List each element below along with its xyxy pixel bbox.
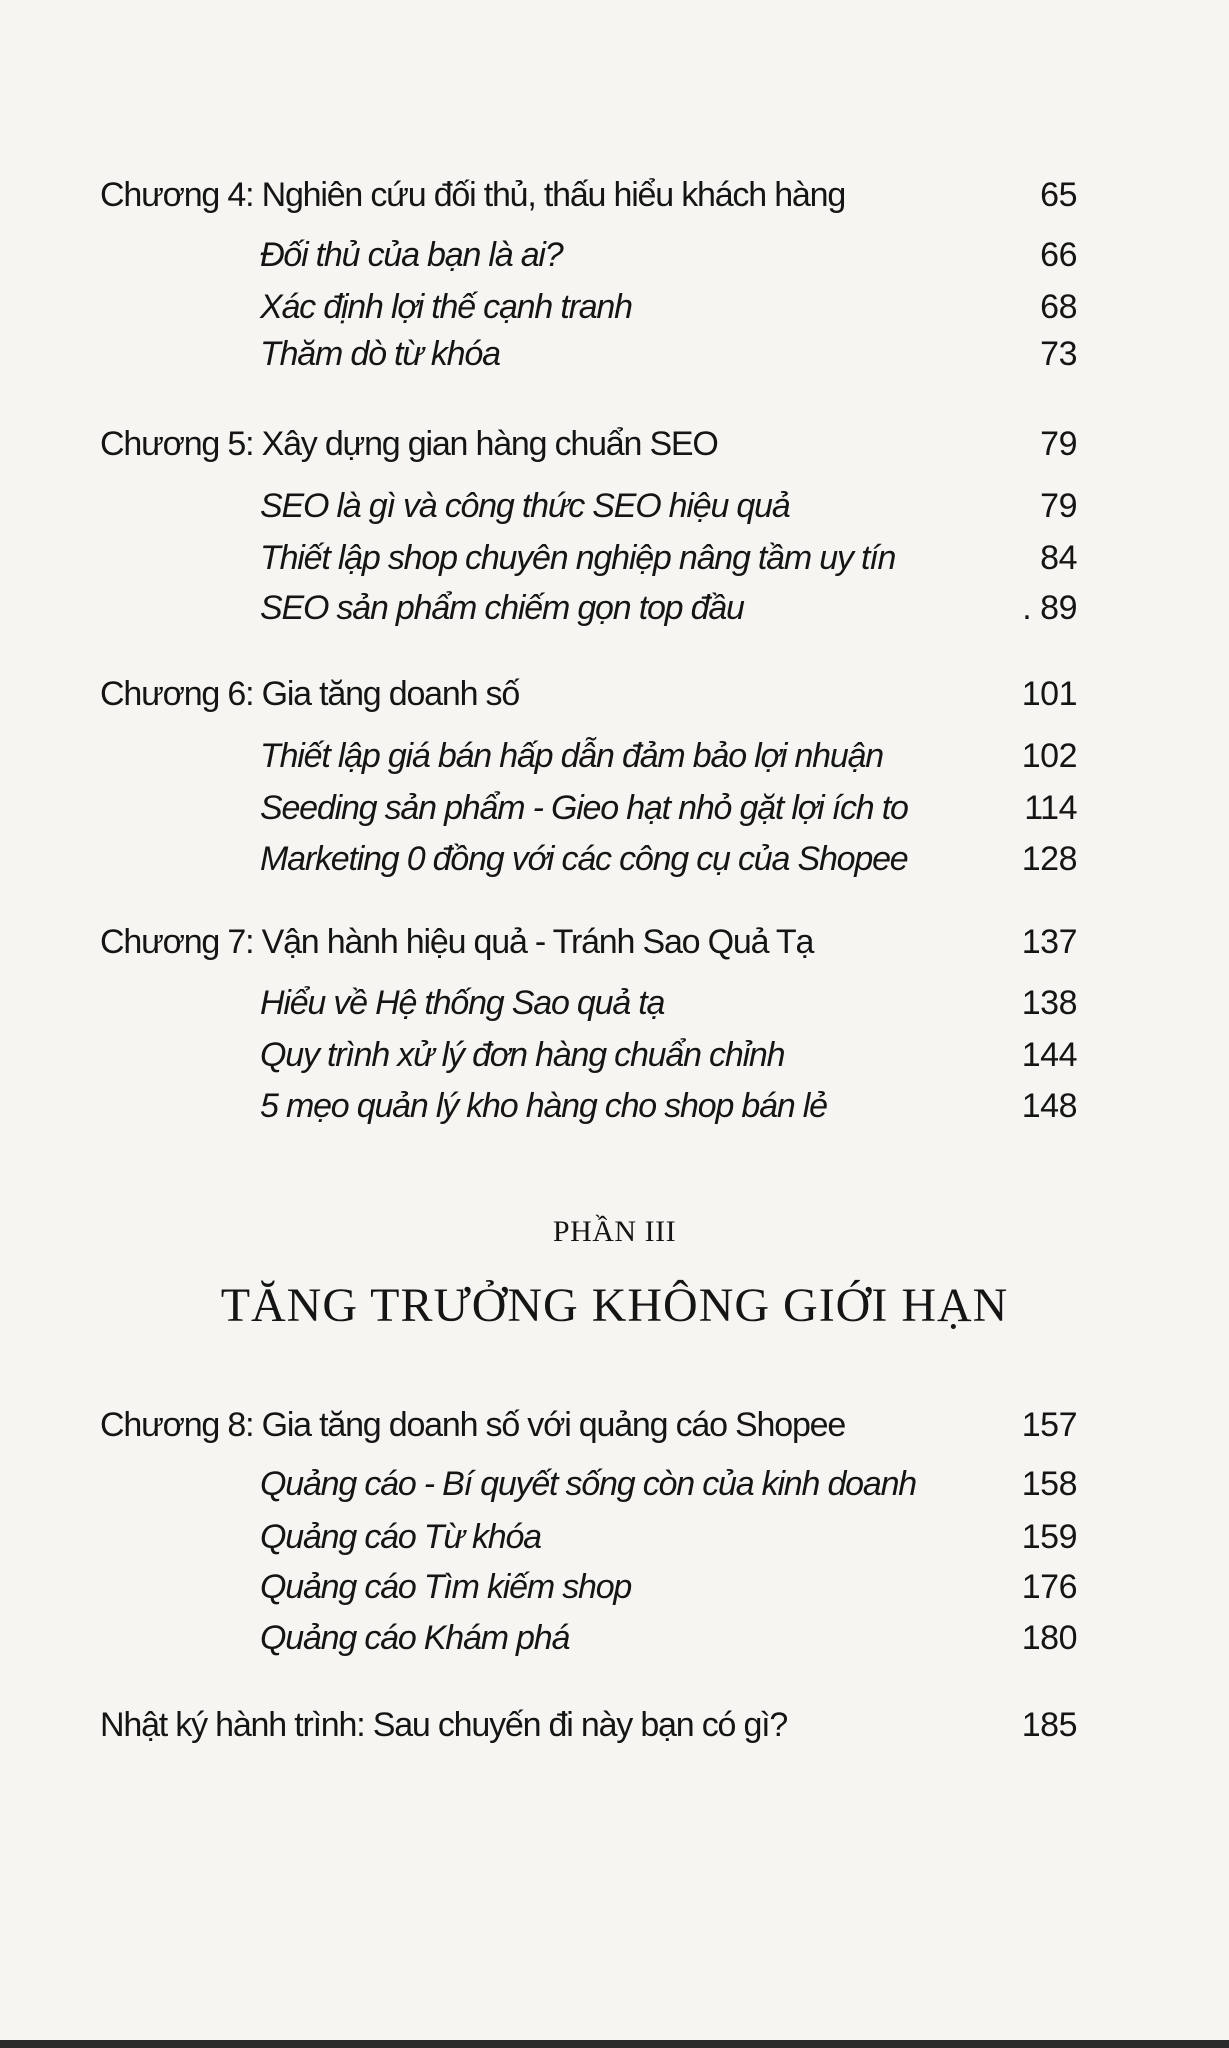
chapter-entry [0,419,1229,469]
part-label: PHẦN III [552,1215,677,1248]
section-entry [0,583,1229,633]
page-number: 180 [1021,1619,1077,1657]
page-edge [0,2040,1229,2048]
page-number: 66 [1040,236,1077,274]
epilogue-entry [0,1700,1229,1750]
chapter-entry [0,1400,1229,1450]
section-entry [0,481,1229,531]
section-title: Hiểu về Hệ thống Sao quả tạ [260,984,665,1022]
section-entry [0,329,1229,379]
section-entry [0,282,1229,332]
part-title: TĂNG TRƯỞNG KHÔNG GIỚI HẠN [220,1279,1009,1332]
section-title: Seeding sản phẩm - Gieo hạt nhỏ gặt lợi ích to [260,789,908,827]
page-number: 102 [1021,737,1077,775]
section-entry [0,1613,1229,1663]
section-title: Thiết lập giá bán hấp dẫn đảm bảo lợi nhuận [260,737,884,775]
page-number: 114 [1024,789,1077,827]
page-number: 79 [1040,487,1077,525]
page-number: 148 [1021,1087,1077,1125]
chapter-title: Chương 6: Gia tăng doanh số [100,675,520,713]
section-entry [0,1459,1229,1509]
section-entry [0,1512,1229,1562]
section-title: Quy trình xử lý đơn hàng chuẩn chỉnh [260,1036,785,1074]
page-number: 138 [1021,984,1077,1022]
chapter-title: Chương 5: Xây dựng gian hàng chuẩn SEO [100,425,718,463]
page-number: . 89 [1022,589,1077,627]
page-number: 158 [1021,1465,1077,1503]
section-entry [0,230,1229,280]
section-title: 5 mẹo quản lý kho hàng cho shop bán lẻ [260,1087,827,1125]
section-entry [0,731,1229,781]
section-entry [0,978,1229,1028]
chapter-entry [0,170,1229,220]
section-title: Thiết lập shop chuyên nghiệp nâng tầm uy tín [260,539,896,577]
page-number: 101 [1021,675,1077,713]
section-entry [0,533,1229,583]
section-entry [0,1081,1229,1131]
page-number: 176 [1021,1568,1077,1606]
page-number: 65 [1040,176,1077,214]
section-entry [0,1030,1229,1080]
section-title: Marketing 0 đồng với các công cụ của Shopee [260,840,908,878]
page-number: 128 [1021,840,1077,878]
section-title: Thăm dò từ khóa [260,335,500,373]
page-number: 157 [1021,1406,1077,1444]
section-title: Quảng cáo Tìm kiếm shop [260,1568,632,1606]
section-entry [0,1562,1229,1612]
chapter-entry [0,669,1229,719]
section-entry [0,783,1229,833]
page-number: 68 [1040,288,1077,326]
page-number: 185 [1021,1706,1077,1744]
page-number: 144 [1021,1036,1077,1074]
section-title: Xác định lợi thế cạnh tranh [260,288,632,326]
section-title: SEO là gì và công thức SEO hiệu quả [260,487,790,525]
section-title: Đối thủ của bạn là ai? [260,236,563,274]
section-entry [0,834,1229,884]
section-title: Quảng cáo - Bí quyết sống còn của kinh doanh [260,1465,917,1503]
section-title: Quảng cáo Từ khóa [260,1518,541,1556]
page-number: 159 [1021,1518,1077,1556]
chapter-entry [0,917,1229,967]
chapter-title: Chương 7: Vận hành hiệu quả - Tránh Sao Quả Tạ [100,923,814,961]
section-title: Quảng cáo Khám phá [260,1619,570,1657]
page-number: 79 [1040,425,1077,463]
chapter-title: Chương 4: Nghiên cứu đối thủ, thấu hiểu khách hàng [100,176,846,214]
section-title: SEO sản phẩm chiếm gọn top đầu [260,589,744,627]
epilogue-title: Nhật ký hành trình: Sau chuyến đi này bạn có gì? [100,1706,788,1744]
page-number: 73 [1040,335,1077,373]
page-number: 137 [1021,923,1077,961]
page-number: 84 [1040,539,1077,577]
chapter-title: Chương 8: Gia tăng doanh số với quảng cáo Shopee [100,1406,846,1444]
